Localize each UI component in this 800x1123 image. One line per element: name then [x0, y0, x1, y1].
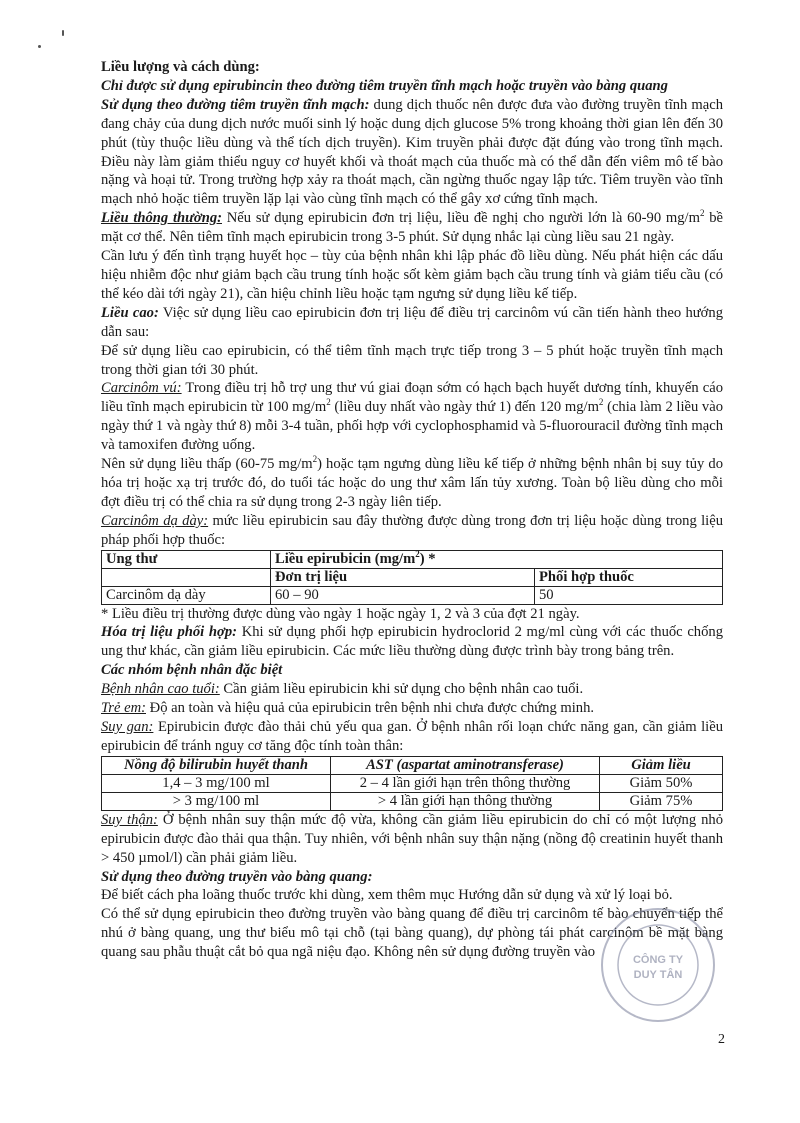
bladder-paragraph-2: Có thể sử dụng epirubicin theo đường truyền vào bàng quang để điều trị carcinôm tế bào chuyển tiếp thể nhú ở bàng quang, ung thư biểu mô tại chỗ (tại bàng quang), dự phòng tái phát carcinôm bề mặt bàng quang sau phẫu thuật cắt bỏ qua ngã niệu đạo. Không nên sử dụng đường truyền vào — [101, 906, 723, 961]
iv-text: dung dịch thuốc nên được đưa vào đường truyền tĩnh mạch đang chảy của dung dịch nước muối sinh lý hoặc dung dịch glucose 5% trong khoảng thời gian lên đến 30 phút (tùy thuộc liều dùng và thể tích dịch truyền). Kim truyền phải được đặt đúng vào trong tĩnh mạch. Điều này làm giảm thiểu nguy cơ huyết khối và thoát mạch của thuốc mà có thể dẫn đến viêm mô tế bào nặng và hoại tử. Trong trường hợp xảy ra thoát mạch, cần ngừng thuốc ngay lập tức. Tiêm truyền vào tĩnh mạch nhỏ hoặc tiêm truyền lặp lại vào cùng tĩnh mạch có thể gây xơ cứng tĩnh mạch. — [101, 96, 723, 208]
liver-text: Epirubicin được đào thải chủ yếu qua gan. Ở bệnh nhân rối loạn chức năng gan, cần giảm liều epirubicin để tránh nguy cơ tăng độc tính toàn thân: — [101, 719, 723, 754]
usual-dose-paragraph — [101, 209, 723, 247]
usual-dose-text-1: Nếu sử dụng epirubicin đơn trị liệu, liều đề nghị cho người lớn là 60-90 mg/m — [222, 210, 700, 227]
table-row — [102, 756, 723, 774]
table-cell: > 3 mg/100 ml — [102, 792, 331, 810]
high-dose-text: Việc sử dụng liều cao epirubicin đơn trị liệu để điều trị carcinôm vú cần tiến hành theo hướng dẫn sau: — [101, 304, 723, 340]
company-stamp — [598, 905, 718, 1025]
high-dose-paragraph — [101, 304, 723, 342]
special-groups-heading: Các nhóm bệnh nhân đặc biệt — [101, 662, 283, 679]
table-row — [102, 792, 723, 810]
table-header-dose: Liều epirubicin $(mg/m^2)$ * — [271, 550, 723, 568]
table-header-mono: Đơn trị liệu — [271, 568, 535, 586]
iv-paragraph — [101, 96, 723, 209]
elderly-paragraph — [101, 680, 723, 699]
table-row — [102, 774, 723, 792]
table-header-reduction: Giảm liều — [600, 756, 723, 774]
hepatic-dose-table — [101, 756, 723, 811]
table-row — [102, 586, 723, 604]
scan-speck — [38, 45, 41, 48]
breast-label: Carcinôm vú: — [101, 380, 182, 397]
table-cell — [102, 568, 271, 586]
children-paragraph — [101, 699, 723, 718]
table-row — [102, 568, 723, 586]
table-cell: Carcinôm dạ dày — [102, 586, 271, 604]
breast-text-1: Trong điều trị hỗ trợ ung thư vú giai đoạn sớm có hạch bạch huyết dương tính, khuyến cáo liều tĩnh mạch epirubicin từ 100 mg/m — [101, 380, 723, 416]
superscript: 2 — [598, 397, 604, 408]
table-header-cancer: Ung thư — [102, 550, 271, 568]
high-dose-label: Liều cao: — [101, 304, 159, 321]
kidney-label: Suy thận: — [101, 811, 158, 828]
superscript: 2 — [699, 208, 705, 219]
scan-speck — [62, 30, 64, 36]
breast-text-2: (liều duy nhất vào ngày thứ 1) đến 120 mg/m — [330, 399, 599, 416]
gastric-text: mức liều epirubicin sau đây thường được dùng trong đơn trị liệu hoặc dùng trong liệu pháp phối hợp thuốc: — [101, 512, 724, 548]
high-dose-paragraph-2: Để sử dụng liều cao epirubicin, có thể tiêm tĩnh mạch trực tiếp trong 3 – 5 phút hoặc truyền tĩnh mạch trong thời gian tới 30 phút. — [101, 342, 723, 378]
table-header-bilirubin: Nồng độ bilirubin huyết thanh — [102, 756, 331, 774]
low-dose-text-1: Nên sử dụng liều thấp (60-75 mg/m — [101, 456, 313, 473]
table-cell: Giảm 50% — [600, 774, 723, 792]
combination-label: Hóa trị liệu phối hợp: — [101, 624, 238, 641]
table-row — [102, 550, 723, 568]
table-footnote: * Liều điều trị thường được dùng vào ngày 1 hoặc ngày 1, 2 và 3 của đợt 21 ngày. — [101, 605, 580, 622]
gastric-dose-table — [101, 550, 723, 605]
bladder-heading: Sử dụng theo đường truyền vào bàng quang: — [101, 868, 373, 885]
table-cell: 60 – 90 — [271, 586, 535, 604]
combination-paragraph — [101, 623, 723, 661]
liver-paragraph — [101, 718, 723, 756]
kidney-paragraph — [101, 811, 723, 868]
page-number: 2 — [718, 1032, 725, 1047]
gastric-label: Carcinôm dạ dày: — [101, 512, 209, 529]
children-text: Độ an toàn và hiệu quả của epirubicin trên bệnh nhi chưa được chứng minh. — [146, 700, 595, 717]
table-cell: 2 – 4 lần giới hạn trên thông thường — [331, 774, 600, 792]
bladder-paragraph-1: Để biết cách pha loãng thuốc trước khi dùng, xem thêm mục Hướng dẫn sử dụng và xử lý loại bỏ. — [101, 887, 673, 904]
svg-text:CÔNG TY: CÔNG TY — [632, 954, 684, 966]
document-page — [101, 58, 723, 962]
low-dose-text-2: ) hoặc tạm ngưng dùng liều kế tiếp ở những bệnh nhân bị suy tủy do hóa trị hoặc xạ trị trước đó, do tuổi tác hoặc do ung thư xâm lấn tủy xương. Toàn bộ liều dùng cho mỗi đợt điều trị có thể chia ra sử dụng trong 2-3 ngày liên tiếp. — [101, 456, 724, 510]
breast-text-3: (chia làm 2 liều vào ngày thứ 1 và ngày thứ 8) mỗi 3-4 tuần, phối hợp với cyclophosphamid và 5-fluorouracil đường tĩnh mạch và tamoxifen đường uống. — [101, 399, 724, 454]
breast-paragraph — [101, 379, 723, 455]
children-label: Trẻ em: — [101, 700, 146, 717]
section-heading: Liều lượng và cách dùng: — [101, 59, 260, 75]
low-dose-paragraph — [101, 455, 723, 512]
table-header-combo: Phối hợp thuốc — [535, 568, 723, 586]
elderly-text: Cần giảm liều epirubicin khi sử dụng cho bệnh nhân cao tuổi. — [219, 681, 584, 698]
usual-dose-label: Liều thông thường: — [101, 210, 222, 227]
table-header-ast: AST (aspartat aminotransferase) — [331, 756, 600, 774]
kidney-text: Ở bệnh nhân suy thận mức độ vừa, không cần giảm liều epirubicin do chỉ có một lượng nhỏ epirubicin được đào thải qua thận. Tuy nhiên, với bệnh nhân suy thận nặng (nồng độ creatinin huyết thanh > 450 µmol/l) cần phải giảm liều. — [101, 811, 723, 866]
elderly-label: Bệnh nhân cao tuổi: — [101, 681, 220, 698]
gastric-paragraph — [101, 512, 723, 550]
superscript: 2 — [312, 454, 318, 465]
liver-label: Suy gan: — [101, 719, 154, 735]
svg-text:DUY TÂN: DUY TÂN — [633, 969, 683, 981]
table-cell: 50 — [535, 586, 723, 604]
route-statement: Chỉ được sử dụng epirubincin theo đường tiêm truyền tĩnh mạch hoặc truyền vào bàng quang — [101, 77, 668, 94]
table-cell: Giảm 75% — [600, 792, 723, 810]
table-cell: > 4 lần giới hạn thông thường — [331, 792, 600, 810]
iv-label: Sử dụng theo đường tiêm truyền tĩnh mạch: — [101, 96, 370, 113]
superscript: 2 — [326, 397, 331, 408]
usual-dose-text-2: bề mặt cơ thể. Nên tiêm tĩnh mạch epirubicin trong 3-5 phút. Sử dụng nhắc lại cùng liều sau 21 ngày. — [101, 210, 723, 246]
caution-paragraph: Cần lưu ý đến tình trạng huyết học – tùy của bệnh nhân khi lập phác đồ liều dùng. Nếu phát hiện các dấu hiệu nhiễm độc như giảm bạch cầu trung tính hoặc sốt kèm giảm bạch cầu trung tính và giảm tiểu cầu (có thể kéo dài tới ngày 21), cần hiệu chỉnh liều hoặc tạm ngưng sử dụng liều kế tiếp. — [101, 248, 723, 302]
combination-text: Khi sử dụng phối hợp epirubicin hydroclorid 2 mg/ml cùng với các thuốc chống ung thư khác, cần giảm liều epirubicin. Các mức liều thường dùng được trình bày trong bảng trên. — [101, 624, 723, 660]
table-cell: 1,4 – 3 mg/100 ml — [102, 774, 331, 792]
